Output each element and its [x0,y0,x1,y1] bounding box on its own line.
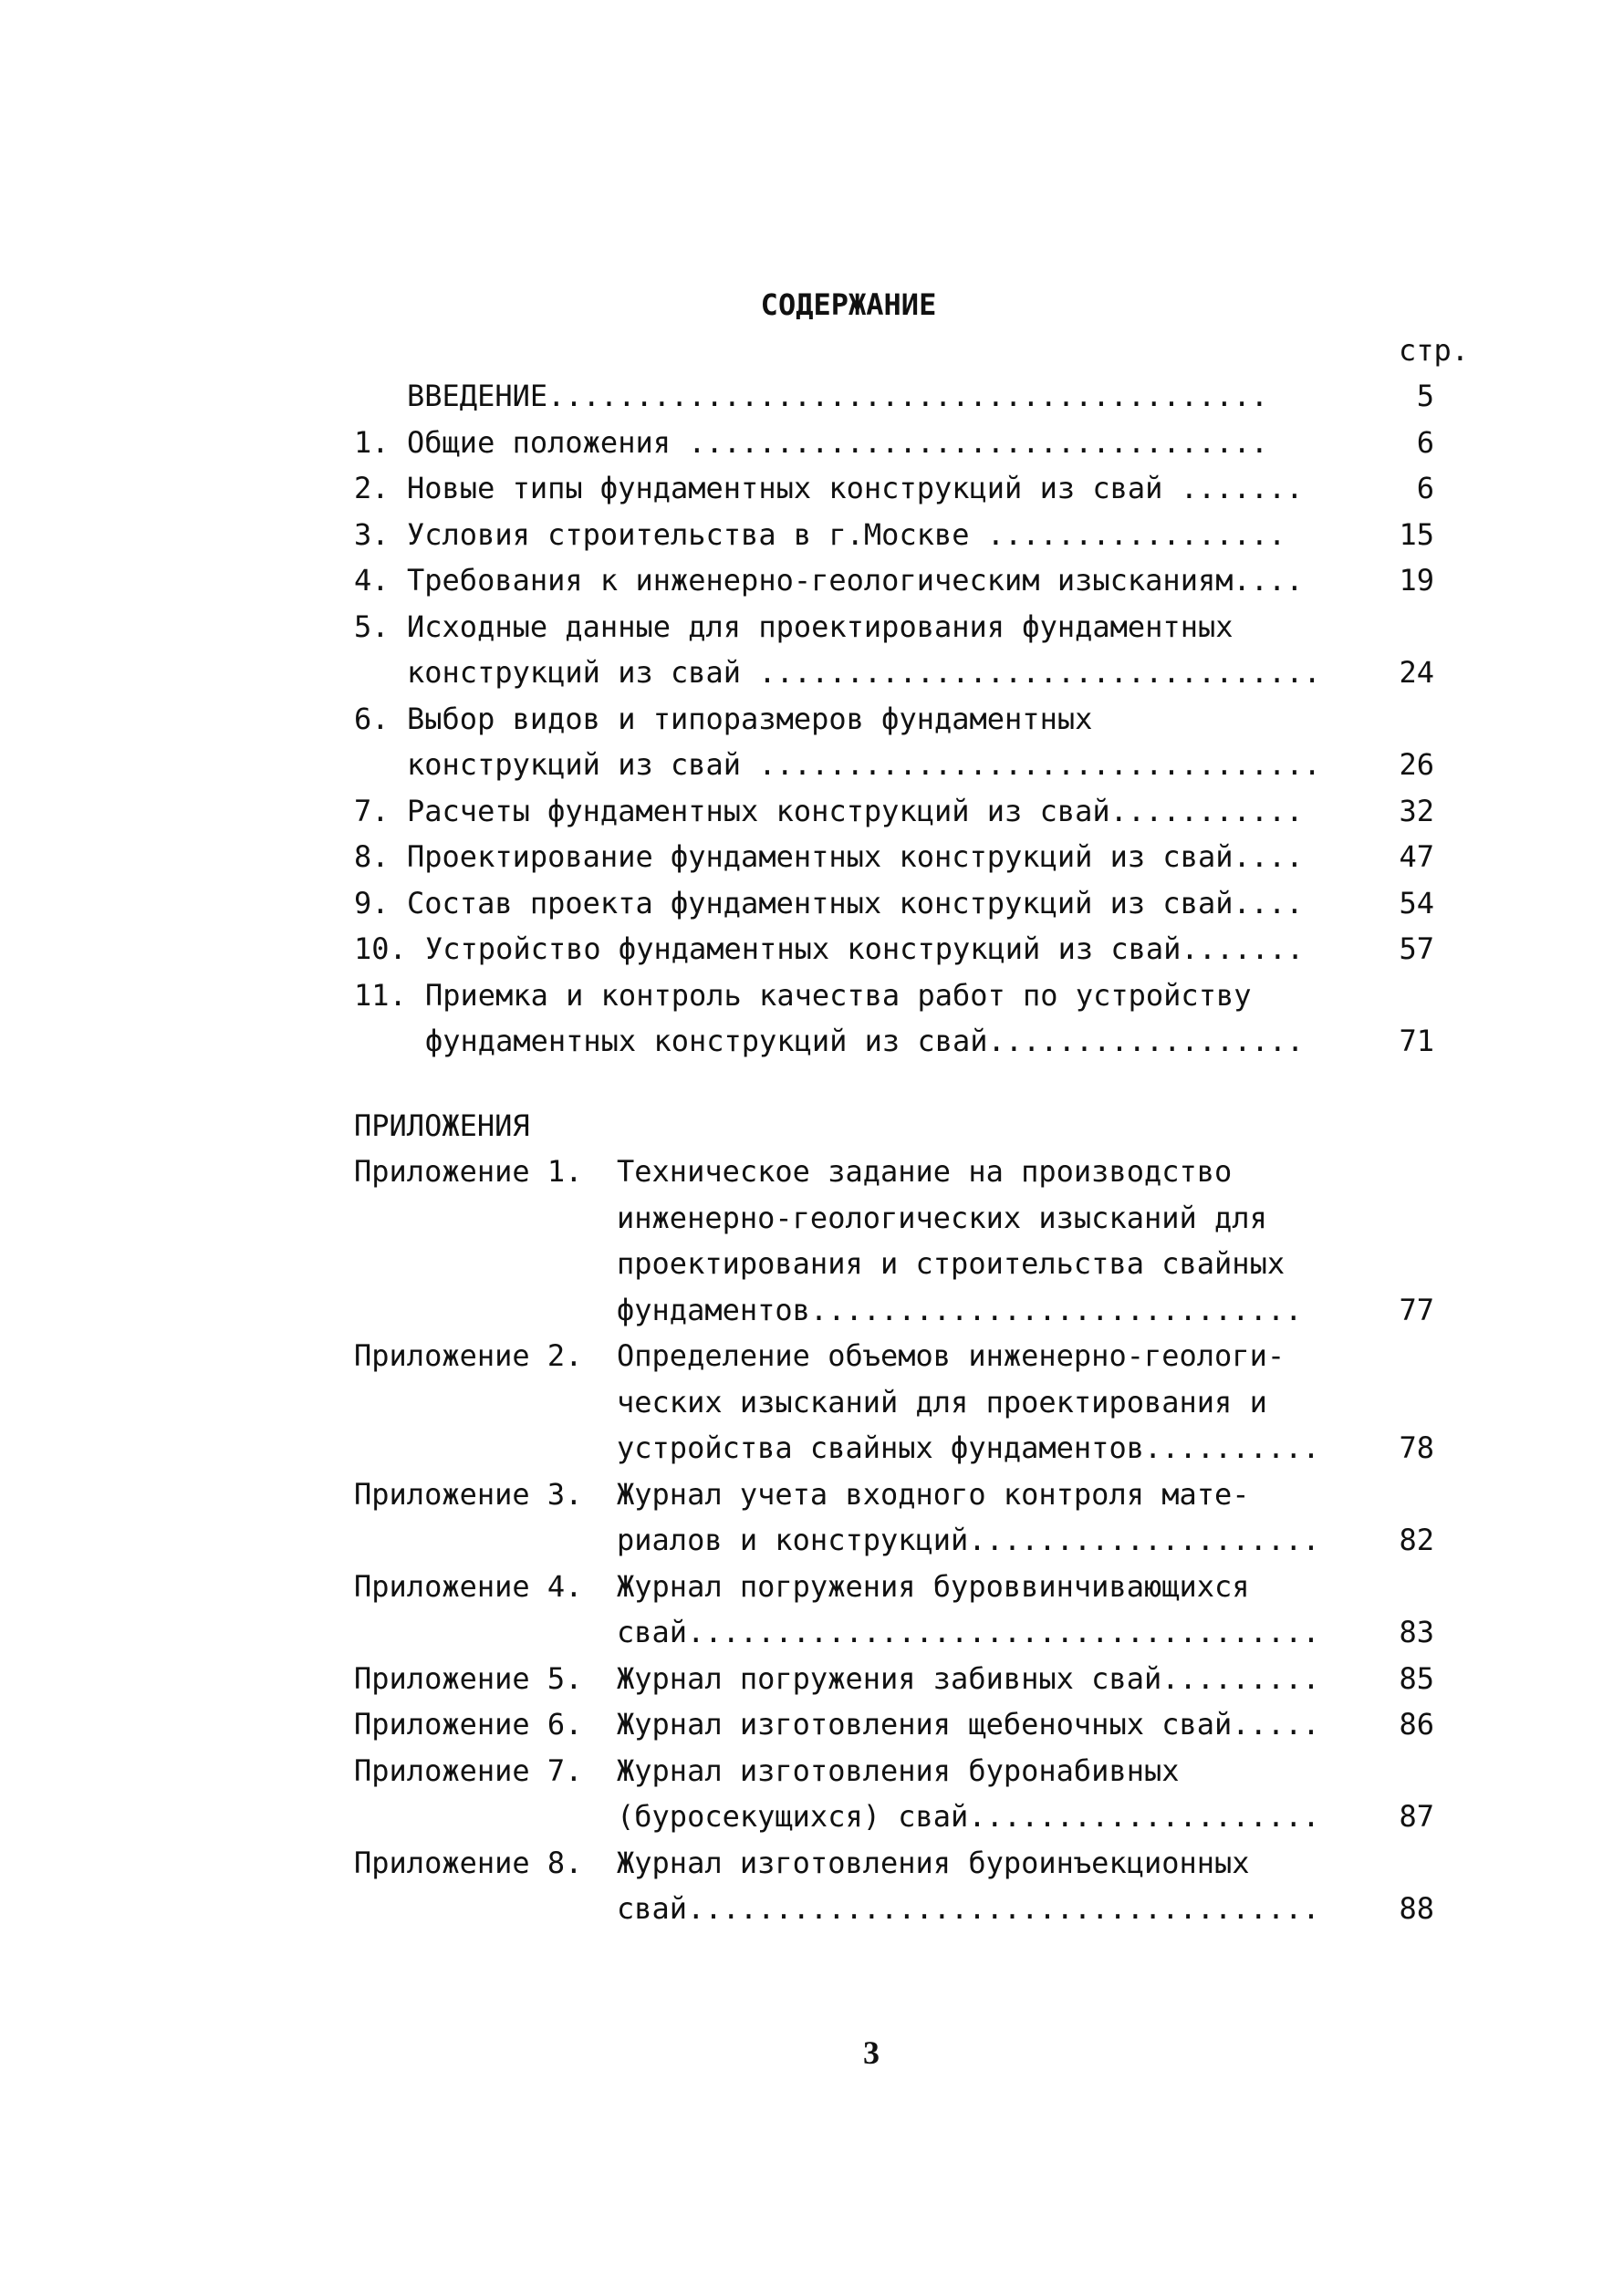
entry-text: свай.................................... [617,1615,1320,1649]
entry-page-number: 57 [1399,931,1434,966]
entry-text: устройства свайных фундаментов.......... [617,1430,1320,1465]
toc-entry [0,473,1624,510]
page-title: СОДЕРЖАНИЕ [760,287,937,322]
entry-text: Расчеты фундаментных конструкций из свай........... [407,793,1304,828]
toc-entry [0,608,1624,649]
toc-entry [0,747,1624,786]
entry-text: Журнал изготовления буронабивных [617,1752,1180,1788]
entry-text: Журнал погружения забивных свай......... [617,1660,1320,1696]
appendix-label: Приложение 8. [354,1845,583,1880]
entry-text: Требования к инженерно-геологическим изысканиям.... [407,563,1304,598]
appendix-entry [0,1525,1624,1562]
footer-page-number: 3 [863,2034,880,2071]
entry-page-number: 86 [1399,1707,1434,1742]
entry-page-number: 6 [1416,471,1434,505]
entry-page-number: 87 [1399,1799,1434,1834]
toc-entry [0,1026,1624,1063]
toc-entry [0,655,1624,694]
entry-text: проектирования и строительства свайных [617,1246,1286,1281]
appendix-entry [0,1154,1624,1193]
entry-number: 2. [354,471,390,505]
appendix-entry [0,1568,1624,1608]
entry-text: Общие положения ................................. [407,424,1269,460]
toc-entry [0,516,1624,556]
entry-number: 7. [354,793,390,828]
toc-entry [0,563,1624,602]
entry-page-number: 6 [1416,424,1434,460]
appendix-label: Приложение 7. [354,1752,583,1788]
toc-entry [0,793,1624,833]
toc-entry [0,977,1624,1017]
entry-number: 4. [354,563,390,598]
entry-number: 1. [354,424,390,460]
entry-page-number: 47 [1399,839,1434,874]
toc-entry [0,701,1624,741]
entry-number: 5. [354,608,390,644]
appendix-entry [0,1292,1624,1332]
entry-page-number: 82 [1399,1523,1434,1557]
appendix-entry [0,1752,1624,1793]
toc-entry [0,931,1624,971]
appendix-entry [0,1476,1624,1516]
entry-page-number: 32 [1399,793,1434,828]
entry-text: Техническое задание на производство [617,1154,1233,1189]
entry-text: Журнал изготовления буроинъекционных [617,1845,1250,1880]
appendix-label: Приложение 1. [354,1154,583,1189]
entry-text: Проектирование фундаментных конструкций из свай.... [407,839,1304,874]
appendix-label: Приложение 5. [354,1660,583,1696]
entry-text: Новые типы фундаментных конструкций из свай ....... [407,471,1304,505]
entry-text: Выбор видов и типоразмеров фундаментных [407,701,1093,736]
entry-page-number: 15 [1399,516,1434,552]
entry-text: Условия строительства в г.Москве ................. [407,516,1286,552]
entry-text: Журнал изготовления щебеночных свай..... [617,1707,1320,1742]
entry-text: ВВЕДЕНИЕ......................................... [407,379,1269,413]
entry-text: ческих изысканий для проектирования и [617,1384,1267,1420]
appendix-entry [0,1660,1624,1700]
toc-entry [0,424,1624,464]
entry-text: (буросекущихся) свай.................... [617,1799,1320,1834]
appendix-entry [0,1617,1624,1654]
toc-entry [0,839,1624,879]
appendix-entry [0,1338,1624,1378]
entry-page-number: 26 [1399,747,1434,782]
toc-entry [0,381,1624,418]
entry-text: Приемка и контроль качества работ по устройству [425,977,1252,1013]
entry-text: инженерно-геологических изысканий для [617,1200,1267,1235]
entry-number: 8. [354,839,390,874]
entry-page-number: 77 [1399,1292,1434,1327]
appendix-label: Приложение 3. [354,1476,583,1512]
entry-text: риалов и конструкций.................... [617,1523,1320,1557]
entry-text: Устройство фундаментных конструкций из свай....... [425,931,1305,966]
entry-page-number: 71 [1399,1024,1434,1058]
appendix-label: Приложение 4. [354,1568,583,1604]
appendix-entry [0,1845,1624,1885]
entry-number: 6. [354,701,390,736]
appendix-entry [0,1246,1624,1285]
entry-text: Определение объемов инженерно-геологи- [617,1338,1286,1373]
entry-page-number: 78 [1399,1430,1434,1465]
entry-page-number: 85 [1399,1660,1434,1696]
entry-number: 10. [354,931,407,966]
entry-page-number: 5 [1416,379,1434,413]
entry-page-number: 83 [1399,1615,1434,1649]
entry-number: 11. [354,977,407,1013]
entry-page-number: 54 [1399,885,1434,920]
entry-text: фундаментов............................ [617,1292,1303,1327]
entry-text: Состав проекта фундаментных конструкций из свай.... [407,885,1304,920]
appendix-label: Приложение 2. [354,1338,583,1373]
entry-page-number: 19 [1399,563,1434,598]
entry-text: свай.................................... [617,1891,1320,1926]
entry-text: Журнал погружения буроввинчивающихся [617,1568,1250,1604]
appendix-heading: ПРИЛОЖЕНИЯ [354,1108,530,1143]
entry-text: фундаментных конструкций из свай.................. [425,1024,1305,1058]
entry-text: конструкций из свай ................................ [407,655,1321,690]
entry-number: 9. [354,885,390,920]
appendix-entry [0,1707,1624,1746]
entry-text: конструкций из свай ................................ [407,747,1321,782]
appendix-entry [0,1384,1624,1424]
appendix-entry [0,1430,1624,1470]
entry-page-number: 88 [1399,1891,1434,1926]
appendix-entry [0,1200,1624,1240]
appendix-entry [0,1891,1624,1930]
entry-text: Исходные данные для проектирования фундаментных [407,608,1234,644]
appendix-label: Приложение 6. [354,1707,583,1742]
entry-number: 3. [354,516,390,552]
entry-page-number: 24 [1399,655,1434,690]
page-column-header: стр. [1398,333,1469,368]
toc-entry [0,885,1624,925]
appendix-entry [0,1799,1624,1838]
entry-text: Журнал учета входного контроля мате- [617,1476,1250,1512]
